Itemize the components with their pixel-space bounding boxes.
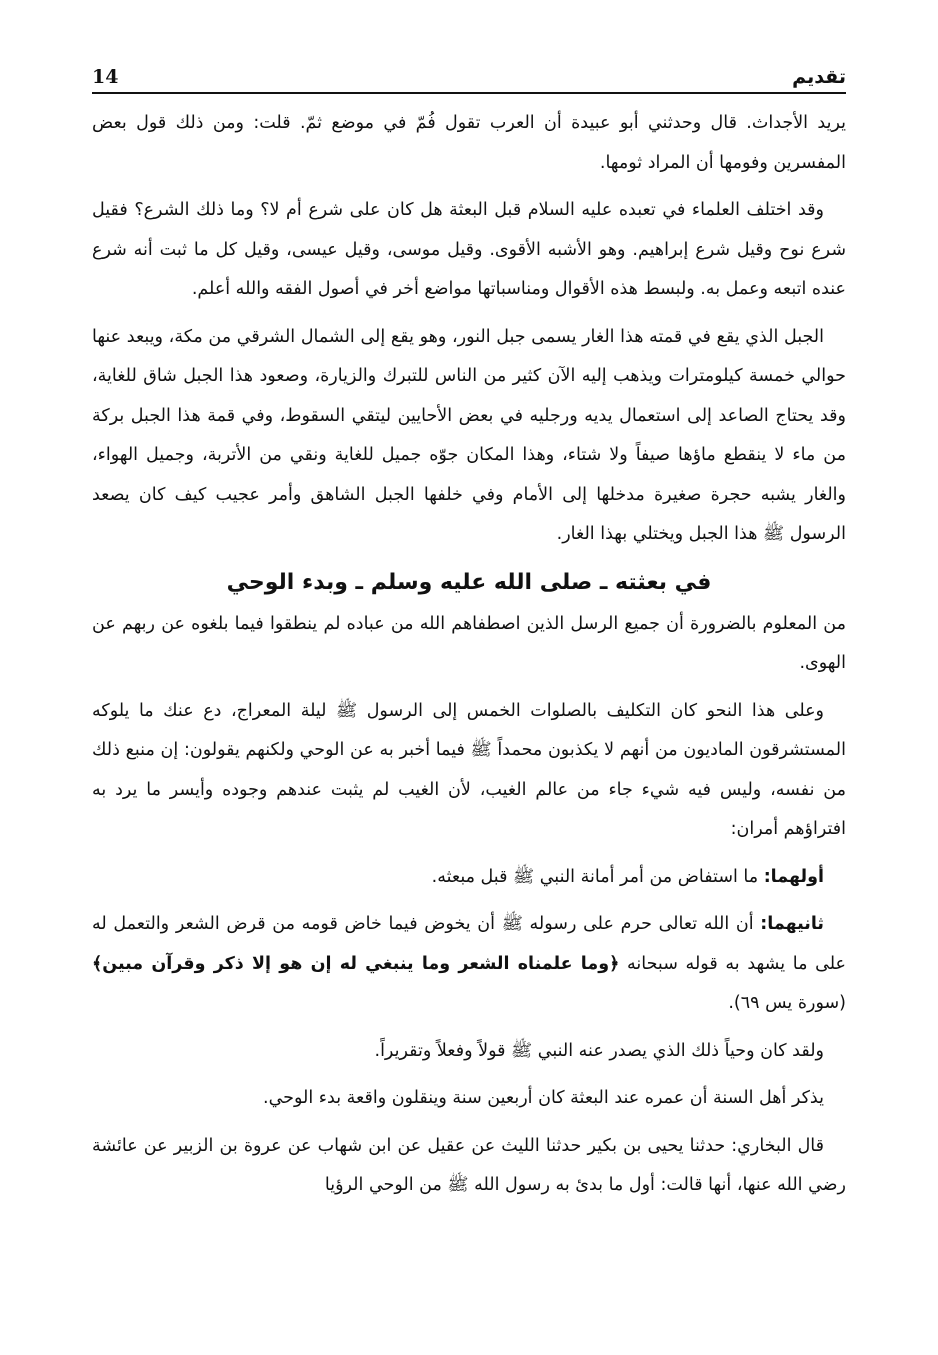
running-head: تقديم <box>792 66 846 88</box>
first-point-text: ما استفاض من أمر أمانة النبي ﷺ قبل مبعثه. <box>431 866 764 887</box>
paragraph-10: قال البخاري: حدثنا يحيى بن بكير حدثنا الليث عن عقيل عن ابن شهاب عن عروة بن الزبير عن عائشة رضي الله عنها، أنها قالت: أول ما بدئ به رسول الله ﷺ من الوحي الرؤيا <box>92 1135 846 1195</box>
paragraph-3: الجبل الذي يقع في قمته هذا الغار يسمى جبل النور، وهو يقع إلى الشمال الشرقي من مكة، ويبعد عنها حوالي خمسة كيلومترات ويذهب إليه الآن كثير من الناس للتبرك والزيارة، وصعود هذا الجبل شاق للغاية، وقد يحتاج الصاعد إلى استعمال يديه ورجليه في بعض الأحايين ليتقي السقوط، وفي قمة هذا الجبل بركة من ماء لا ينقطع ماؤها صيفاً ولا شتاء، وهذا المكان جوّه جميل للغاية ونقي من الأتربة، وجميل الهواء، والغار يشبه حجرة صغيرة مدخلها إلى الأمام وفي خلفها الجبل الشاهق وأمر عجيب كيف كان يصعد الرسول ﷺ هذا الجبل ويختلي بهذا الغار. <box>92 326 846 544</box>
page-header <box>92 54 846 94</box>
paragraph-7 <box>92 905 846 1024</box>
paragraph-1: يريد الأجداث. قال وحدثني أبو عبيدة أن العرب تقول فُمّ في موضع ثمّ. قلت: ومن ذلك قول بعض المفسرين وفومها أن المراد ثومها. <box>92 113 846 173</box>
page-body <box>92 104 846 1214</box>
section-heading: في بعثته ـ صلى الله عليه وسلم ـ وبدء الوحي <box>226 569 712 595</box>
second-point-text: أن الله تعالى حرم على رسوله ﷺ أن يخوض فيما خاض قومه من قرض الشعر والتعمل له على ما يشهد به قوله سبحانه <box>92 914 846 974</box>
paragraph-2: وقد اختلف العلماء في تعبده عليه السلام قبل البعثة هل كان على شرع أم لا؟ وما ذلك الشرع؟ فقيل شرع نوح وقيل شرع إبراهيم. وهو الأشبه الأقوى. وقيل موسى، وقيل عيسى، وقيل كل ما ثبت أنه شرع عنده اتبعه وعمل به. ولبسط هذه الأقوال ومناسباتها مواضع أخر في أصول الفقه والله أعلم. <box>92 200 846 299</box>
first-point-label: أولهما: <box>763 866 824 887</box>
paragraph-4: من المعلوم بالضرورة أن جميع الرسل الذين اصطفاهم الله من عباده لم ينطقوا فيما بلغوه عن ربهم عن الهوى. <box>92 613 846 673</box>
paragraph-5: وعلى هذا النحو كان التكليف بالصلوات الخمس إلى الرسول ﷺ ليلة المعراج، دع عنك ما يلوكه المستشرقون الماديون من أنهم لا يكذبون محمداً ﷺ فيما أخبر به عن الوحي ولكنهم يقولون: إن منبع ذلك من نفسه، وليس فيه شيء جاء من عالم الغيب، لأن الغيب لم يثبت عندهم وجوده وأيسر ما يرد به افتراؤهم أمران: <box>92 700 846 839</box>
verse-reference: (سورة يس ٦٩). <box>728 993 846 1013</box>
paragraph-6 <box>92 858 846 898</box>
quran-verse: ﴿وما علمناه الشعر وما ينبغي له إن هو إلا ذكر وقرآن مبين﴾ <box>92 953 620 974</box>
page-number: 14 <box>92 66 119 88</box>
paragraph-9: يذكر أهل السنة أن عمره عند البعثة كان أربعين سنة وينقلون واقعة بدء الوحي. <box>263 1088 824 1108</box>
paragraph-8: ولقد كان وحياً ذلك الذي يصدر عنه النبي ﷺ قولاً وفعلاً وتقريراً. <box>374 1040 824 1061</box>
second-point-label: ثانيهما: <box>760 914 824 934</box>
